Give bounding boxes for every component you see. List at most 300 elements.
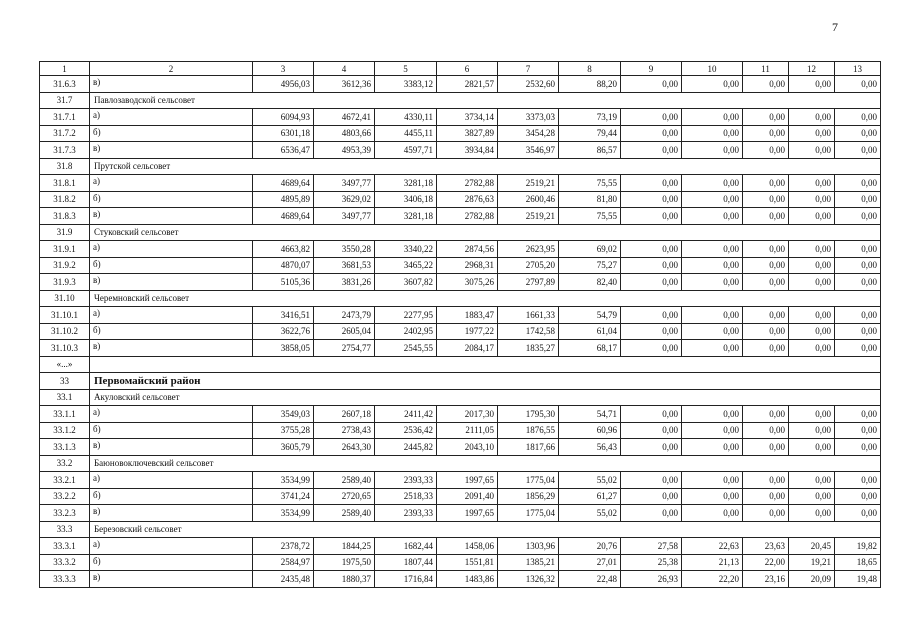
value-cell: 0,00 — [621, 241, 682, 258]
value-cell: 3534,99 — [253, 472, 314, 489]
value-cell: 3340,22 — [375, 241, 437, 258]
value-cell: 0,00 — [682, 274, 743, 291]
value-cell: 75,27 — [559, 257, 621, 274]
value-cell: 0,00 — [682, 439, 743, 456]
value-cell: 4663,82 — [253, 241, 314, 258]
value-cell: 0,00 — [835, 257, 881, 274]
section-name: Акуловский сельсовет — [90, 389, 881, 406]
ellipsis-row — [40, 356, 881, 373]
value-cell: 2043,10 — [437, 439, 498, 456]
value-cell: 4953,39 — [314, 142, 375, 159]
value-cell: 0,00 — [743, 142, 789, 159]
value-cell: 1682,44 — [375, 538, 437, 555]
value-cell: 20,45 — [789, 538, 835, 555]
table-row — [40, 340, 881, 357]
value-cell: 0,00 — [743, 257, 789, 274]
row-code: 31.7.1 — [40, 109, 90, 126]
table-row — [40, 439, 881, 456]
value-cell: 0,00 — [682, 241, 743, 258]
table-row — [40, 76, 881, 93]
row-code: 33.3 — [40, 521, 90, 538]
value-cell: 2378,72 — [253, 538, 314, 555]
row-code: 31.10 — [40, 290, 90, 307]
row-label: б) — [90, 125, 253, 142]
row-label: в) — [90, 142, 253, 159]
value-cell: 2600,46 — [498, 191, 559, 208]
value-cell: 0,00 — [743, 323, 789, 340]
value-cell: 18,65 — [835, 554, 881, 571]
value-cell: 0,00 — [621, 191, 682, 208]
row-code: 31.8.2 — [40, 191, 90, 208]
table-row — [40, 257, 881, 274]
value-cell: 0,00 — [682, 422, 743, 439]
value-cell: 1551,81 — [437, 554, 498, 571]
value-cell: 5105,36 — [253, 274, 314, 291]
value-cell: 2545,55 — [375, 340, 437, 357]
value-cell: 1303,96 — [498, 538, 559, 555]
value-cell: 2536,42 — [375, 422, 437, 439]
value-cell: 0,00 — [789, 422, 835, 439]
empty-cell — [90, 356, 881, 373]
value-cell: 0,00 — [682, 109, 743, 126]
value-cell: 4956,03 — [253, 76, 314, 93]
value-cell: 2584,97 — [253, 554, 314, 571]
value-cell: 0,00 — [743, 422, 789, 439]
value-cell: 6094,93 — [253, 109, 314, 126]
value-cell: 4672,41 — [314, 109, 375, 126]
value-cell: 0,00 — [621, 125, 682, 142]
value-cell: 3605,79 — [253, 439, 314, 456]
row-code: 31.8.3 — [40, 208, 90, 225]
value-cell: 2705,20 — [498, 257, 559, 274]
column-header: 7 — [498, 62, 559, 76]
value-cell: 2411,42 — [375, 406, 437, 423]
value-cell: 2532,60 — [498, 76, 559, 93]
value-cell: 2091,40 — [437, 488, 498, 505]
value-cell: 1483,86 — [437, 571, 498, 588]
value-cell: 1742,58 — [498, 323, 559, 340]
table-row — [40, 488, 881, 505]
value-cell: 0,00 — [789, 142, 835, 159]
value-cell: 0,00 — [835, 191, 881, 208]
value-cell: 19,21 — [789, 554, 835, 571]
value-cell: 0,00 — [743, 439, 789, 456]
column-header-row — [40, 62, 881, 76]
section-name: Черемновский сельсовет — [90, 290, 881, 307]
value-cell: 0,00 — [743, 241, 789, 258]
value-cell: 27,58 — [621, 538, 682, 555]
value-cell: 2821,57 — [437, 76, 498, 93]
value-cell: 23,16 — [743, 571, 789, 588]
section-name: Березовский сельсовет — [90, 521, 881, 538]
value-cell: 0,00 — [835, 142, 881, 159]
row-label: а) — [90, 241, 253, 258]
value-cell: 22,00 — [743, 554, 789, 571]
value-cell: 2623,95 — [498, 241, 559, 258]
value-cell: 2738,43 — [314, 422, 375, 439]
value-cell: 22,48 — [559, 571, 621, 588]
value-cell: 0,00 — [835, 307, 881, 324]
value-cell: 1807,44 — [375, 554, 437, 571]
table-row — [40, 307, 881, 324]
value-cell: 75,55 — [559, 175, 621, 192]
section-name: Баюновоключевский сельсовет — [90, 455, 881, 472]
value-cell: 0,00 — [621, 472, 682, 489]
value-cell: 0,00 — [743, 125, 789, 142]
column-header: 11 — [743, 62, 789, 76]
table-row — [40, 472, 881, 489]
value-cell: 0,00 — [835, 175, 881, 192]
value-cell: 4803,66 — [314, 125, 375, 142]
tariff-table — [39, 61, 881, 588]
value-cell: 0,00 — [682, 208, 743, 225]
value-cell: 3681,53 — [314, 257, 375, 274]
value-cell: 2589,40 — [314, 472, 375, 489]
value-cell: 22,20 — [682, 571, 743, 588]
value-cell: 0,00 — [743, 406, 789, 423]
value-cell: 3373,03 — [498, 109, 559, 126]
value-cell: 0,00 — [743, 472, 789, 489]
row-label: б) — [90, 554, 253, 571]
value-cell: 2518,33 — [375, 488, 437, 505]
value-cell: 3497,77 — [314, 208, 375, 225]
value-cell: 2607,18 — [314, 406, 375, 423]
table-row — [40, 175, 881, 192]
value-cell: 0,00 — [789, 76, 835, 93]
column-header: 6 — [437, 62, 498, 76]
value-cell: 3549,03 — [253, 406, 314, 423]
district-name: Первомайский район — [90, 373, 881, 390]
value-cell: 0,00 — [621, 109, 682, 126]
value-cell: 0,00 — [835, 125, 881, 142]
value-cell: 2473,79 — [314, 307, 375, 324]
row-code: 33.2.1 — [40, 472, 90, 489]
value-cell: 2402,95 — [375, 323, 437, 340]
value-cell: 0,00 — [789, 406, 835, 423]
table-row — [40, 323, 881, 340]
value-cell: 4689,64 — [253, 175, 314, 192]
value-cell: 3465,22 — [375, 257, 437, 274]
table-row — [40, 208, 881, 225]
value-cell: 0,00 — [621, 76, 682, 93]
value-cell: 3741,24 — [253, 488, 314, 505]
table-row — [40, 142, 881, 159]
row-code: 31.9.2 — [40, 257, 90, 274]
row-label: б) — [90, 323, 253, 340]
section-row — [40, 290, 881, 307]
row-code: 33.3.1 — [40, 538, 90, 555]
section-row — [40, 92, 881, 109]
value-cell: 21,13 — [682, 554, 743, 571]
value-cell: 0,00 — [743, 109, 789, 126]
value-cell: 2754,77 — [314, 340, 375, 357]
value-cell: 0,00 — [621, 406, 682, 423]
value-cell: 1975,50 — [314, 554, 375, 571]
table-row — [40, 538, 881, 555]
table-row — [40, 241, 881, 258]
value-cell: 6536,47 — [253, 142, 314, 159]
value-cell: 0,00 — [682, 142, 743, 159]
table-row — [40, 422, 881, 439]
value-cell: 3858,05 — [253, 340, 314, 357]
value-cell: 0,00 — [621, 488, 682, 505]
value-cell: 2876,63 — [437, 191, 498, 208]
value-cell: 0,00 — [682, 307, 743, 324]
row-code: 33.1.1 — [40, 406, 90, 423]
row-code: 33.1 — [40, 389, 90, 406]
value-cell: 73,19 — [559, 109, 621, 126]
value-cell: 3534,99 — [253, 505, 314, 522]
value-cell: 0,00 — [789, 323, 835, 340]
value-cell: 0,00 — [743, 274, 789, 291]
district-row — [40, 373, 881, 390]
value-cell: 0,00 — [835, 76, 881, 93]
value-cell: 81,80 — [559, 191, 621, 208]
value-cell: 4597,71 — [375, 142, 437, 159]
value-cell: 69,02 — [559, 241, 621, 258]
value-cell: 0,00 — [789, 175, 835, 192]
column-header: 13 — [835, 62, 881, 76]
value-cell: 0,00 — [789, 109, 835, 126]
value-cell: 0,00 — [789, 208, 835, 225]
value-cell: 2874,56 — [437, 241, 498, 258]
value-cell: 4870,07 — [253, 257, 314, 274]
value-cell: 0,00 — [621, 208, 682, 225]
section-row — [40, 224, 881, 241]
table-row — [40, 406, 881, 423]
value-cell: 61,04 — [559, 323, 621, 340]
row-code: 31.8.1 — [40, 175, 90, 192]
row-label: а) — [90, 175, 253, 192]
table-row — [40, 554, 881, 571]
value-cell: 2968,31 — [437, 257, 498, 274]
value-cell: 0,00 — [743, 208, 789, 225]
value-cell: 0,00 — [835, 109, 881, 126]
value-cell: 0,00 — [743, 505, 789, 522]
value-cell: 60,96 — [559, 422, 621, 439]
value-cell: 0,00 — [835, 208, 881, 225]
row-code: 31.7 — [40, 92, 90, 109]
value-cell: 0,00 — [682, 76, 743, 93]
section-row — [40, 455, 881, 472]
value-cell: 3934,84 — [437, 142, 498, 159]
value-cell: 22,63 — [682, 538, 743, 555]
value-cell: 1883,47 — [437, 307, 498, 324]
value-cell: 0,00 — [621, 307, 682, 324]
value-cell: 20,76 — [559, 538, 621, 555]
row-code: 33.1.3 — [40, 439, 90, 456]
row-code: 31.9 — [40, 224, 90, 241]
table-row — [40, 274, 881, 291]
row-label: в) — [90, 571, 253, 588]
row-code: 33 — [40, 373, 90, 390]
value-cell: 0,00 — [789, 340, 835, 357]
value-cell: 0,00 — [743, 191, 789, 208]
value-cell: 1835,27 — [498, 340, 559, 357]
value-cell: 1661,33 — [498, 307, 559, 324]
value-cell: 0,00 — [682, 406, 743, 423]
table-body — [40, 76, 881, 588]
value-cell: 68,17 — [559, 340, 621, 357]
value-cell: 23,63 — [743, 538, 789, 555]
value-cell: 1997,65 — [437, 472, 498, 489]
value-cell: 54,79 — [559, 307, 621, 324]
value-cell: 0,00 — [743, 76, 789, 93]
value-cell: 1997,65 — [437, 505, 498, 522]
value-cell: 3383,12 — [375, 76, 437, 93]
value-cell: 2393,33 — [375, 505, 437, 522]
column-header: 5 — [375, 62, 437, 76]
row-label: в) — [90, 208, 253, 225]
value-cell: 0,00 — [789, 439, 835, 456]
value-cell: 0,00 — [682, 505, 743, 522]
section-row — [40, 158, 881, 175]
row-code: 33.2.3 — [40, 505, 90, 522]
value-cell: 0,00 — [621, 175, 682, 192]
value-cell: 0,00 — [621, 505, 682, 522]
value-cell: 3281,18 — [375, 208, 437, 225]
value-cell: 2445,82 — [375, 439, 437, 456]
value-cell: 2519,21 — [498, 208, 559, 225]
value-cell: 0,00 — [789, 125, 835, 142]
value-cell: 1458,06 — [437, 538, 498, 555]
row-code: 31.10.2 — [40, 323, 90, 340]
value-cell: 3454,28 — [498, 125, 559, 142]
row-code: 31.8 — [40, 158, 90, 175]
value-cell: 2277,95 — [375, 307, 437, 324]
value-cell: 0,00 — [621, 340, 682, 357]
value-cell: 0,00 — [789, 274, 835, 291]
column-header: 10 — [682, 62, 743, 76]
row-label: б) — [90, 422, 253, 439]
value-cell: 19,48 — [835, 571, 881, 588]
value-cell: 3281,18 — [375, 175, 437, 192]
value-cell: 3497,77 — [314, 175, 375, 192]
row-label: а) — [90, 538, 253, 555]
value-cell: 3612,36 — [314, 76, 375, 93]
value-cell: 0,00 — [835, 488, 881, 505]
row-code: 31.7.3 — [40, 142, 90, 159]
value-cell: 75,55 — [559, 208, 621, 225]
value-cell: 2393,33 — [375, 472, 437, 489]
value-cell: 0,00 — [835, 439, 881, 456]
value-cell: 2435,48 — [253, 571, 314, 588]
value-cell: 3075,26 — [437, 274, 498, 291]
row-code: 31.10.1 — [40, 307, 90, 324]
value-cell: 0,00 — [789, 241, 835, 258]
section-name: Стуковский сельсовет — [90, 224, 881, 241]
value-cell: 0,00 — [835, 472, 881, 489]
value-cell: 86,57 — [559, 142, 621, 159]
value-cell: 27,01 — [559, 554, 621, 571]
value-cell: 4689,64 — [253, 208, 314, 225]
value-cell: 2605,04 — [314, 323, 375, 340]
value-cell: 0,00 — [835, 406, 881, 423]
column-header: 8 — [559, 62, 621, 76]
section-row — [40, 389, 881, 406]
value-cell: 55,02 — [559, 472, 621, 489]
column-header: 9 — [621, 62, 682, 76]
value-cell: 3831,26 — [314, 274, 375, 291]
value-cell: 1856,29 — [498, 488, 559, 505]
value-cell: 2782,88 — [437, 208, 498, 225]
value-cell: 3827,89 — [437, 125, 498, 142]
value-cell: 0,00 — [835, 505, 881, 522]
value-cell: 2782,88 — [437, 175, 498, 192]
row-code: 31.9.1 — [40, 241, 90, 258]
value-cell: 0,00 — [743, 488, 789, 505]
row-label: б) — [90, 488, 253, 505]
value-cell: 2589,40 — [314, 505, 375, 522]
value-cell: 0,00 — [789, 488, 835, 505]
row-label: а) — [90, 109, 253, 126]
value-cell: 0,00 — [682, 488, 743, 505]
row-code: 33.1.2 — [40, 422, 90, 439]
value-cell: 3406,18 — [375, 191, 437, 208]
value-cell: 3629,02 — [314, 191, 375, 208]
value-cell: 0,00 — [789, 257, 835, 274]
row-label: б) — [90, 191, 253, 208]
value-cell: 3607,82 — [375, 274, 437, 291]
row-label: в) — [90, 76, 253, 93]
value-cell: 0,00 — [835, 274, 881, 291]
value-cell: 3550,28 — [314, 241, 375, 258]
column-header: 4 — [314, 62, 375, 76]
value-cell: 0,00 — [621, 422, 682, 439]
row-label: б) — [90, 257, 253, 274]
value-cell: 0,00 — [789, 307, 835, 324]
value-cell: 0,00 — [835, 422, 881, 439]
table-row — [40, 109, 881, 126]
column-header: 2 — [90, 62, 253, 76]
value-cell: 1775,04 — [498, 472, 559, 489]
value-cell: 1716,84 — [375, 571, 437, 588]
value-cell: 0,00 — [682, 257, 743, 274]
value-cell: 0,00 — [743, 340, 789, 357]
row-code: 31.10.3 — [40, 340, 90, 357]
row-code: 33.3.3 — [40, 571, 90, 588]
row-code: 33.2 — [40, 455, 90, 472]
value-cell: 6301,18 — [253, 125, 314, 142]
value-cell: 0,00 — [621, 257, 682, 274]
table-row — [40, 125, 881, 142]
value-cell: 0,00 — [789, 191, 835, 208]
value-cell: 55,02 — [559, 505, 621, 522]
value-cell: 0,00 — [682, 191, 743, 208]
ellipsis-mark: «...» — [40, 356, 90, 373]
table-row — [40, 505, 881, 522]
value-cell: 20,09 — [789, 571, 835, 588]
value-cell: 1876,55 — [498, 422, 559, 439]
value-cell: 1795,30 — [498, 406, 559, 423]
value-cell: 2643,30 — [314, 439, 375, 456]
value-cell: 0,00 — [789, 505, 835, 522]
value-cell: 19,82 — [835, 538, 881, 555]
row-code: 31.7.2 — [40, 125, 90, 142]
value-cell: 2797,89 — [498, 274, 559, 291]
value-cell: 0,00 — [621, 274, 682, 291]
value-cell: 0,00 — [682, 340, 743, 357]
value-cell: 1817,66 — [498, 439, 559, 456]
row-code: 31.9.3 — [40, 274, 90, 291]
value-cell: 0,00 — [621, 323, 682, 340]
value-cell: 1326,32 — [498, 571, 559, 588]
value-cell: 61,27 — [559, 488, 621, 505]
value-cell: 2720,65 — [314, 488, 375, 505]
column-header: 3 — [253, 62, 314, 76]
page-number: 7 — [832, 20, 838, 34]
value-cell: 2111,05 — [437, 422, 498, 439]
